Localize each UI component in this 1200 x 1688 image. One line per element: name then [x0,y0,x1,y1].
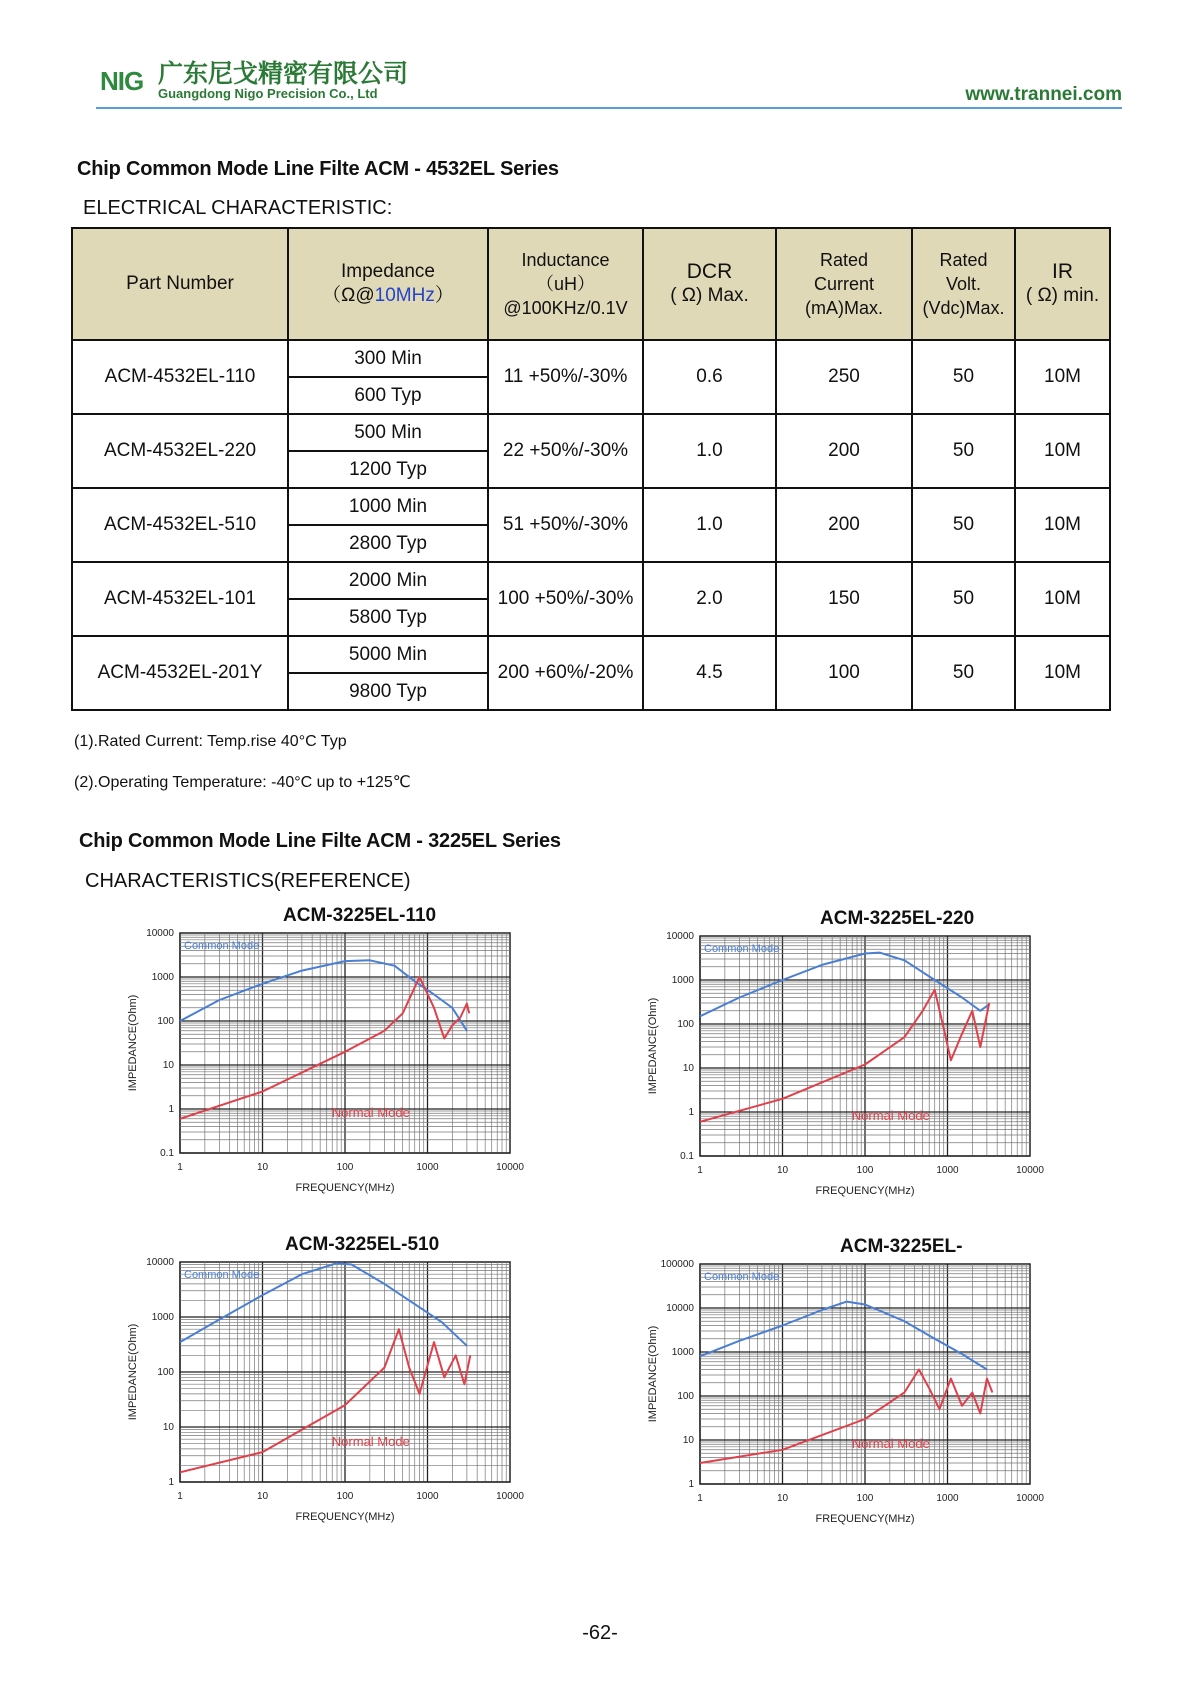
header-current-line1: Rated [819,250,869,270]
chart-acm-3225el-510 [120,1234,580,1544]
cell-part-number: ACM-4532EL-220 [72,414,288,488]
header-divider [96,107,1122,109]
x-tick-label: 1000 [416,1162,439,1173]
cell-part-number: ACM-4532EL-201Y [72,636,288,710]
y-tick-label: 10 [682,1435,694,1446]
legend-normal-mode: Normal Mode [851,1436,930,1451]
legend-normal-mode: Normal Mode [851,1108,930,1123]
x-tick-label: 1000 [936,1165,959,1176]
y-tick-label: 1000 [151,1312,174,1323]
cell-dcr: 4.5 [643,636,776,710]
y-tick-label: 10000 [666,931,694,942]
chart-title: ACM-3225EL- [840,1236,963,1257]
cell-dcr: 0.6 [643,340,776,414]
cell-impedance-typ: 1200 Typ [288,451,488,488]
cell-ir: 10M [1015,414,1110,488]
x-axis-label: FREQUENCY(MHz) [815,1185,915,1197]
cell-ir: 10M [1015,488,1110,562]
cell-volt: 50 [912,562,1015,636]
x-tick-label: 1000 [936,1493,959,1504]
chart-svg [120,905,580,1215]
page-number: -62- [582,1622,618,1644]
logo-mark: NIG [100,66,144,96]
header-dcr [643,228,776,340]
y-tick-label: 10000 [146,1257,174,1268]
cell-impedance-min: 5000 Min [288,636,488,673]
cell-part-number: ACM-4532EL-101 [72,562,288,636]
legend-normal-mode: Normal Mode [331,1105,410,1120]
x-tick-label: 1 [177,1491,183,1502]
header-inductance-line1: Inductance [521,250,610,270]
section-title-3225: Chip Common Mode Line Filte ACM - 3225EL Series [79,830,561,852]
x-tick-label: 100 [856,1165,874,1176]
cell-volt: 50 [912,414,1015,488]
header-current-line2: Current [813,274,875,294]
header-inductance-line3: @100KHz/0.1V [503,298,628,318]
header-ir-line2: ( Ω) min. [1025,285,1100,306]
y-tick-label: 1 [168,1104,174,1115]
legend-normal-mode: Normal Mode [331,1434,410,1449]
x-tick-label: 10000 [1016,1165,1044,1176]
chart-acm-3225el-110 [120,905,580,1215]
header-inductance [488,228,643,340]
chart-title: ACM-3225EL-510 [285,1234,440,1255]
header-rated-current [776,228,912,340]
cell-dcr: 1.0 [643,414,776,488]
y-tick-label: 1 [688,1479,694,1490]
y-axis-label: IMPEDANCE(Ohm) [127,1323,139,1421]
cell-inductance: 100 +50%/-30% [488,562,643,636]
y-tick-label: 100 [157,1367,174,1378]
x-tick-label: 10 [776,1165,789,1176]
cell-inductance: 51 +50%/-30% [488,488,643,562]
legend-common-mode: Common Mode [184,1269,260,1281]
table-row [72,488,1110,525]
table-row [72,340,1110,377]
y-tick-label: 0.1 [680,1151,694,1162]
x-tick-label: 10 [256,1162,269,1173]
header-volt-line1: Rated [939,250,988,270]
cell-volt: 50 [912,340,1015,414]
cell-impedance-typ: 2800 Typ [288,525,488,562]
header-current-line3: (mA)Max. [805,298,883,318]
cell-ir: 10M [1015,562,1110,636]
y-tick-label: 1000 [671,1347,694,1358]
y-axis-label: IMPEDANCE(Ohm) [127,994,139,1092]
cell-inductance: 22 +50%/-30% [488,414,643,488]
spec-table [71,227,1111,711]
y-axis-label: IMPEDANCE(Ohm) [647,997,659,1095]
y-tick-label: 1000 [151,972,174,983]
y-tick-label: 0.1 [160,1148,174,1159]
table-body [72,340,1110,710]
company-name-cn: 广东尼戈精密有限公司 [158,59,409,88]
cell-inductance: 11 +50%/-30% [488,340,643,414]
cell-inductance: 200 +60%/-20% [488,636,643,710]
header-dcr-line2: ( Ω) Max. [670,285,749,306]
x-tick-label: 100 [336,1162,354,1173]
cell-impedance-typ: 9800 Typ [288,673,488,710]
header-rated-volt [912,228,1015,340]
y-tick-label: 100 [157,1016,174,1027]
cell-ir: 10M [1015,340,1110,414]
x-axis-label: FREQUENCY(MHz) [295,1182,395,1194]
y-tick-label: 10 [162,1422,174,1433]
x-axis-label: FREQUENCY(MHz) [295,1511,395,1523]
header-dcr-line1: DCR [686,260,733,283]
section-subtitle-characteristics: CHARACTERISTICS(REFERENCE) [85,870,411,892]
header-impedance-line2 [289,284,487,308]
x-tick-label: 1 [697,1165,703,1176]
cell-volt: 50 [912,636,1015,710]
legend-common-mode: Common Mode [184,940,260,952]
section-title-4532: Chip Common Mode Line Filte ACM - 4532EL Series [77,158,559,180]
table-row [72,414,1110,451]
y-tick-label: 1000 [671,975,694,986]
table-row [72,636,1110,673]
cell-current: 150 [776,562,912,636]
y-tick-label: 100000 [660,1259,694,1270]
cell-impedance-min: 2000 Min [288,562,488,599]
cell-ir: 10M [1015,636,1110,710]
note-operating-temperature: (2).Operating Temperature: -40°C up to +125℃ [74,774,411,791]
header-ir-line1: IR [1052,260,1073,283]
header-impedance [288,228,488,340]
y-tick-label: 10 [162,1060,174,1071]
x-tick-label: 100 [336,1491,354,1502]
header-inductance-line2: （uH） [535,274,595,294]
y-tick-label: 1 [688,1107,694,1118]
section-subtitle-electrical: ELECTRICAL CHARACTERISTIC: [83,197,393,219]
cell-dcr: 1.0 [643,488,776,562]
header-part-number: Part Number [72,228,288,340]
cell-impedance-min: 300 Min [288,340,488,377]
website-link[interactable]: www.trannei.com [965,84,1122,105]
y-tick-label: 10000 [146,928,174,939]
chart-acm-3225el-unnamed [640,1236,1100,1546]
chart-acm-3225el-220 [640,908,1100,1218]
cell-part-number: ACM-4532EL-110 [72,340,288,414]
y-tick-label: 1 [168,1477,174,1488]
company-name-en: Guangdong Nigo Precision Co., Ltd [158,86,378,101]
x-tick-label: 10000 [496,1491,524,1502]
chart-title: ACM-3225EL-220 [820,908,975,929]
note-rated-current: (1).Rated Current: Temp.rise 40°C Typ [74,733,347,750]
header-impedance-unit: （Ω@ [322,285,375,306]
header-volt-line3: (Vdc)Max. [922,298,1005,318]
chart-svg [120,1234,580,1544]
chart-svg [640,1236,1100,1546]
company-logo [100,52,460,112]
cell-dcr: 2.0 [643,562,776,636]
header-impedance-freq: 10MHz [374,285,435,306]
x-tick-label: 1000 [416,1491,439,1502]
chart-title: ACM-3225EL-110 [283,905,437,926]
table-row [72,562,1110,599]
header-volt-line2: Volt. [945,274,982,294]
cell-current: 200 [776,488,912,562]
legend-common-mode: Common Mode [704,943,780,955]
y-tick-label: 100 [677,1391,694,1402]
y-axis-label: IMPEDANCE(Ohm) [647,1325,659,1423]
table-header-row [72,228,1110,340]
header-impedance-close: ） [434,285,454,306]
legend-common-mode: Common Mode [704,1271,780,1283]
x-tick-label: 1 [177,1162,183,1173]
cell-part-number: ACM-4532EL-510 [72,488,288,562]
x-tick-label: 10000 [1016,1493,1044,1504]
y-tick-label: 100 [677,1019,694,1030]
cell-current: 200 [776,414,912,488]
header-impedance-line1: Impedance [340,261,435,282]
cell-impedance-typ: 5800 Typ [288,599,488,636]
x-tick-label: 10 [256,1491,269,1502]
y-tick-label: 10 [682,1063,694,1074]
y-tick-label: 10000 [666,1303,694,1314]
x-tick-label: 100 [856,1493,874,1504]
cell-impedance-typ: 600 Typ [288,377,488,414]
x-tick-label: 10000 [496,1162,524,1173]
header-ir [1015,228,1110,340]
cell-current: 250 [776,340,912,414]
cell-volt: 50 [912,488,1015,562]
cell-current: 100 [776,636,912,710]
x-tick-label: 1 [697,1493,703,1504]
x-tick-label: 10 [776,1493,789,1504]
cell-impedance-min: 500 Min [288,414,488,451]
x-axis-label: FREQUENCY(MHz) [815,1513,915,1525]
chart-svg [640,908,1100,1218]
cell-impedance-min: 1000 Min [288,488,488,525]
